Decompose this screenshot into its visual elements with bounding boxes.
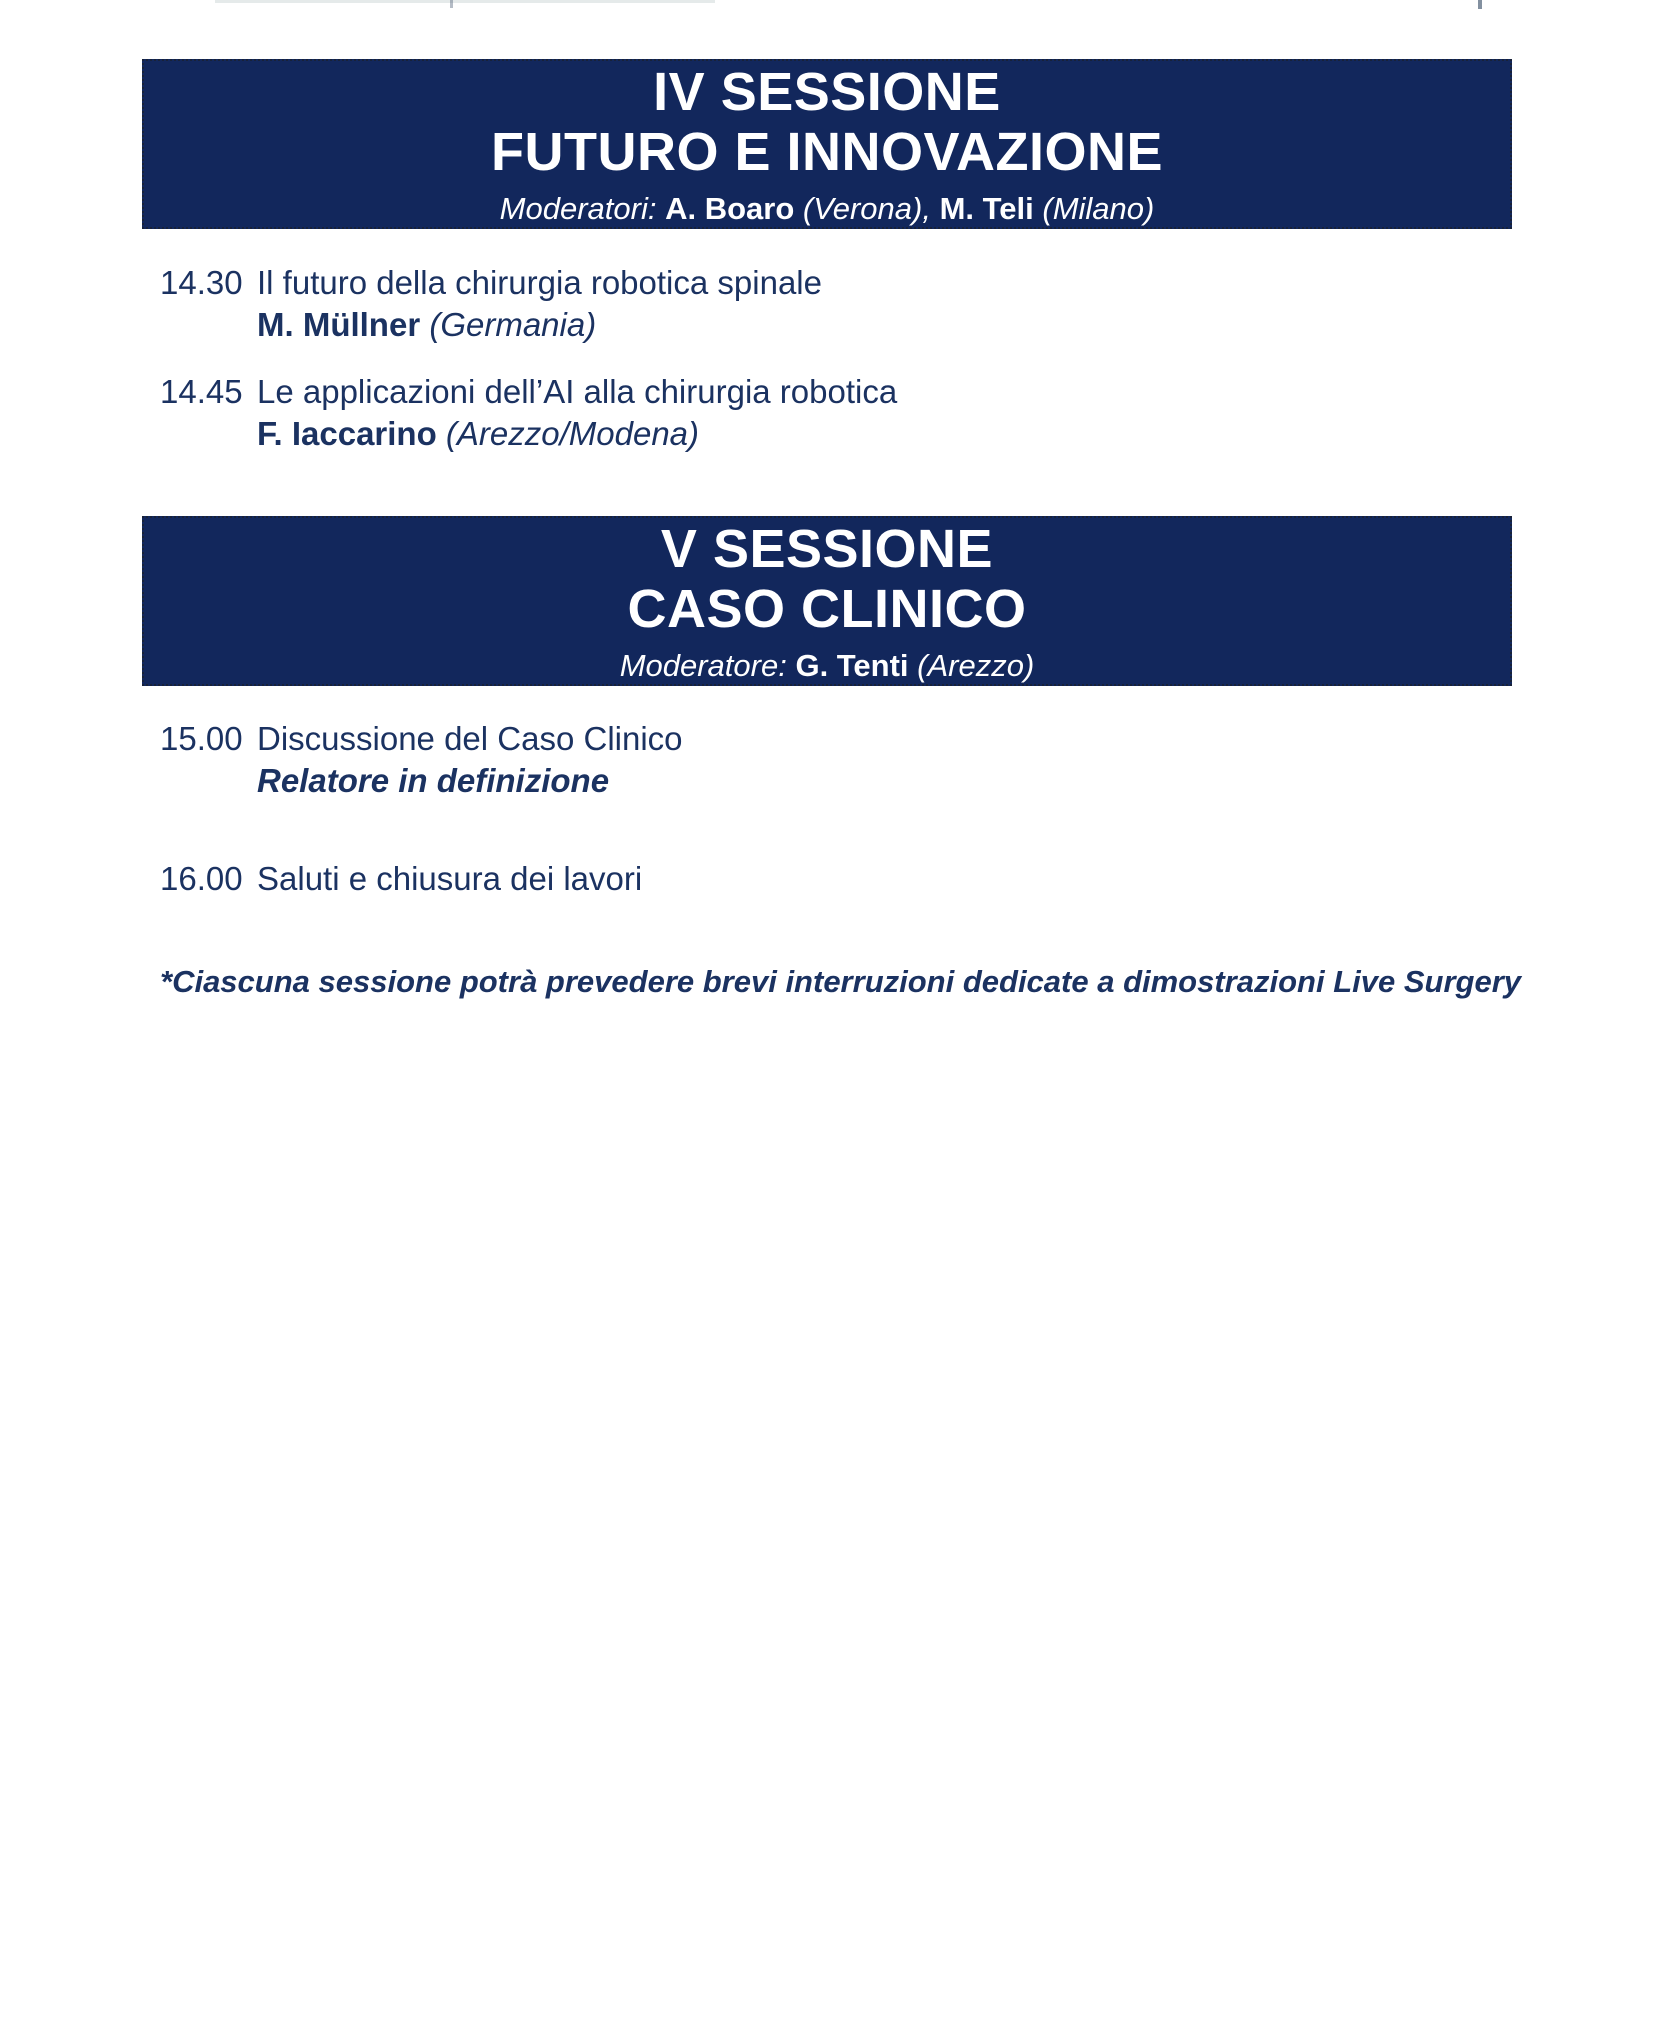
item-title: Il futuro della chirurgia robotica spinale	[257, 264, 822, 301]
session-4-moderators	[500, 191, 1155, 227]
schedule-item	[160, 718, 1534, 802]
speaker-name: F. Iaccarino	[257, 415, 437, 452]
item-body	[257, 371, 1534, 455]
cropped-text-fragment	[450, 0, 453, 8]
item-body	[257, 858, 1534, 900]
session-5-schedule	[160, 718, 1534, 900]
moderator-name: M. Teli	[939, 190, 1034, 226]
moderator-city: (Verona),	[802, 190, 931, 226]
item-time: 16.00	[160, 860, 243, 897]
item-time: 14.45	[160, 373, 243, 410]
item-title: Discussione del Caso Clinico	[257, 720, 683, 757]
item-body	[257, 718, 1534, 802]
item-title: Le applicazioni dell’AI alla chirurgia robotica	[257, 373, 898, 410]
speaker-affiliation: (Arezzo/Modena)	[445, 415, 700, 452]
moderator-name: G. Tenti	[795, 647, 909, 683]
moderator-name: A. Boaro	[665, 190, 795, 226]
item-speaker-line	[257, 760, 1534, 802]
moderator-city: (Milano)	[1042, 190, 1155, 226]
cropped-text-fragment	[215, 0, 715, 3]
session-5-header-bar	[142, 516, 1512, 686]
session-4-title-line1: IV SESSIONE	[653, 61, 1001, 122]
session-5-title	[627, 519, 1026, 639]
session-5-title-line2: CASO CLINICO	[627, 578, 1027, 639]
session-4-title	[491, 62, 1163, 182]
item-speaker-line	[257, 304, 1534, 346]
item-time: 15.00	[160, 720, 243, 757]
session-4-schedule	[160, 262, 1534, 455]
moderator-city: (Arezzo)	[917, 647, 1035, 683]
speaker-affiliation: (Germania)	[429, 306, 597, 343]
live-surgery-footnote: *Ciascuna sessione potrà prevedere brevi interruzioni dedicate a dimostrazioni Live Surgery	[160, 964, 1522, 999]
session-4-header-bar	[142, 59, 1512, 229]
item-title: Saluti e chiusura dei lavori	[257, 860, 643, 897]
item-speaker-line	[257, 413, 1534, 455]
speaker-name: M. Müllner	[257, 306, 421, 343]
session-4-title-line2: FUTURO E INNOVAZIONE	[490, 121, 1163, 182]
item-body	[257, 262, 1534, 346]
moderators-label: Moderatore:	[619, 647, 787, 683]
schedule-item	[160, 262, 1534, 346]
item-time: 14.30	[160, 264, 243, 301]
cropped-text-fragment	[1478, 0, 1482, 9]
speaker-to-be-defined: Relatore in definizione	[257, 762, 610, 799]
moderators-label: Moderatori:	[499, 190, 657, 226]
schedule-item	[160, 858, 1534, 900]
session-5-moderators	[620, 648, 1035, 684]
schedule-item	[160, 371, 1534, 455]
session-5-title-line1: V SESSIONE	[660, 518, 994, 579]
